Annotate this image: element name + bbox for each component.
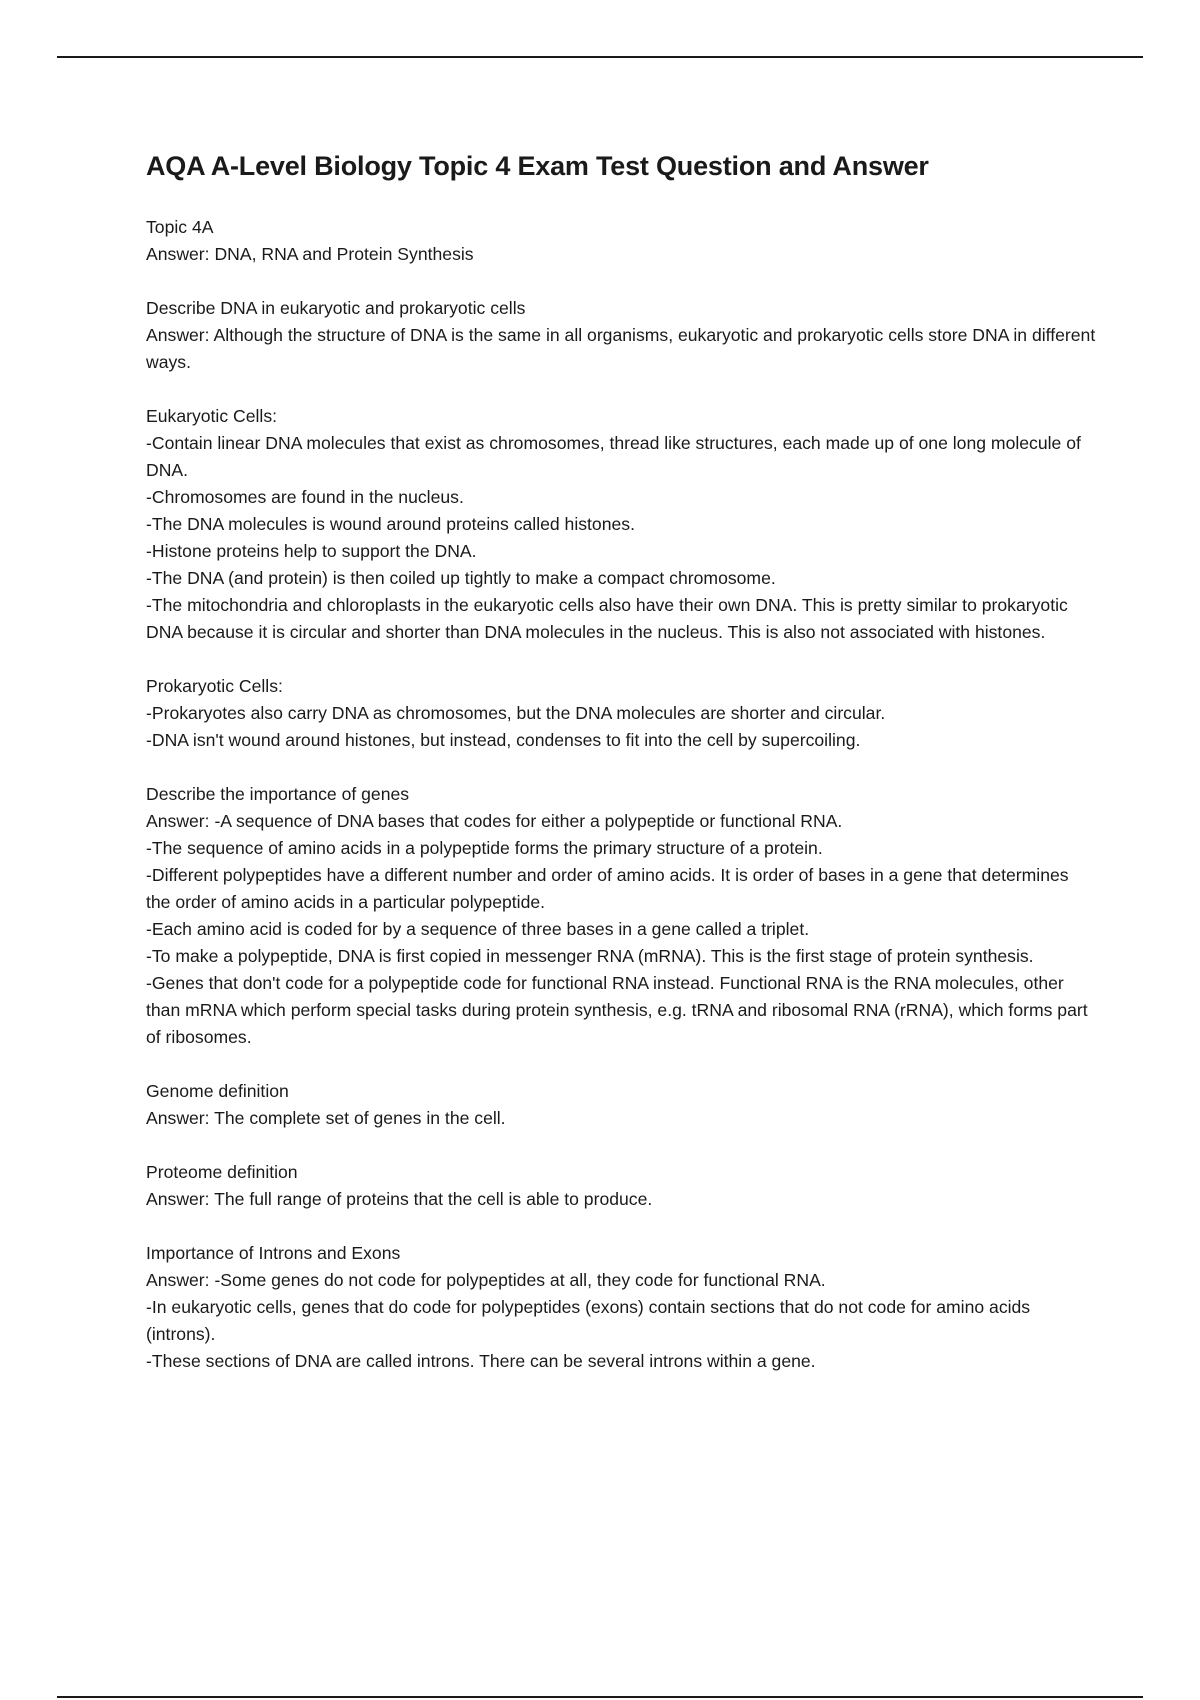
answer-text: Answer: The full range of proteins that the cell is able to produce. (146, 1189, 653, 1209)
answer-text: Answer: -Some genes do not code for polypeptides at all, they code for functional RNA. (146, 1270, 826, 1290)
qa-block-topic (146, 214, 1096, 268)
bullet-line: -These sections of DNA are called introns. There can be several introns within a gene. (146, 1351, 816, 1371)
bullet-line: -Each amino acid is coded for by a sequence of three bases in a gene called a triplet. (146, 919, 810, 939)
qa-block-proteome (146, 1159, 1096, 1213)
bullet-line: -The mitochondria and chloroplasts in the eukaryotic cells also have their own DNA. This is pretty similar to prokaryotic DNA because it is circular and shorter than DNA molecules in the nucleus. This is also not associated with histones. (146, 595, 1068, 642)
bullet-line: -Genes that don't code for a polypeptide code for functional RNA instead. Functional RNA is the RNA molecules, other than mRNA which perform special tasks during protein synthesis, e.g. tRNA and ribosomal RNA (rRNA), which forms part of ribosomes. (146, 973, 1088, 1047)
section-eukaryotic-cells (146, 403, 1096, 646)
bullet-line: -DNA isn't wound around histones, but instead, condenses to fit into the cell by supercoiling. (146, 730, 861, 750)
bullet-line: -Histone proteins help to support the DNA. (146, 541, 477, 561)
bullet-line: -Prokaryotes also carry DNA as chromosomes, but the DNA molecules are shorter and circular. (146, 703, 886, 723)
document-body (146, 146, 1096, 1402)
answer-text: Answer: DNA, RNA and Protein Synthesis (146, 244, 474, 264)
qa-block-dna-cells (146, 295, 1096, 376)
answer-text: Answer: The complete set of genes in the cell. (146, 1108, 506, 1128)
bullet-line: -The DNA (and protein) is then coiled up tightly to make a compact chromosome. (146, 568, 776, 588)
bullet-line: -Different polypeptides have a different number and order of amino acids. It is order of bases in a gene that determines the order of amino acids in a particular polypeptide. (146, 865, 1069, 912)
section-heading: Prokaryotic Cells: (146, 676, 283, 696)
bullet-line: -Chromosomes are found in the nucleus. (146, 487, 464, 507)
answer-text: Answer: -A sequence of DNA bases that codes for either a polypeptide or functional RNA. (146, 811, 843, 831)
answer-text: Answer: Although the structure of DNA is the same in all organisms, eukaryotic and prokaryotic cells store DNA in different ways. (146, 325, 1096, 372)
question-text: Describe the importance of genes (146, 784, 410, 804)
question-text: Proteome definition (146, 1162, 298, 1182)
section-heading: Eukaryotic Cells: (146, 406, 278, 426)
bullet-line: -The sequence of amino acids in a polypeptide forms the primary structure of a protein. (146, 838, 823, 858)
section-prokaryotic-cells (146, 673, 1096, 754)
bullet-line: -In eukaryotic cells, genes that do code for polypeptides (exons) contain sections that do not code for amino acids (introns). (146, 1297, 1031, 1344)
question-text: Genome definition (146, 1081, 289, 1101)
bottom-rule (57, 1696, 1143, 1698)
top-rule (57, 56, 1143, 58)
question-text: Describe DNA in eukaryotic and prokaryotic cells (146, 298, 526, 318)
qa-block-genes (146, 781, 1096, 1051)
qa-block-genome (146, 1078, 1096, 1132)
bullet-line: -Contain linear DNA molecules that exist as chromosomes, thread like structures, each made up of one long molecule of DNA. (146, 433, 1081, 480)
question-text: Importance of Introns and Exons (146, 1243, 401, 1263)
bullet-line: -To make a polypeptide, DNA is first copied in messenger RNA (mRNA). This is the first stage of protein synthesis. (146, 946, 1034, 966)
document-title: AQA A-Level Biology Topic 4 Exam Test Question and Answer (146, 151, 929, 181)
bullet-line: -The DNA molecules is wound around proteins called histones. (146, 514, 635, 534)
qa-block-introns-exons (146, 1240, 1096, 1375)
question-text: Topic 4A (146, 217, 214, 237)
